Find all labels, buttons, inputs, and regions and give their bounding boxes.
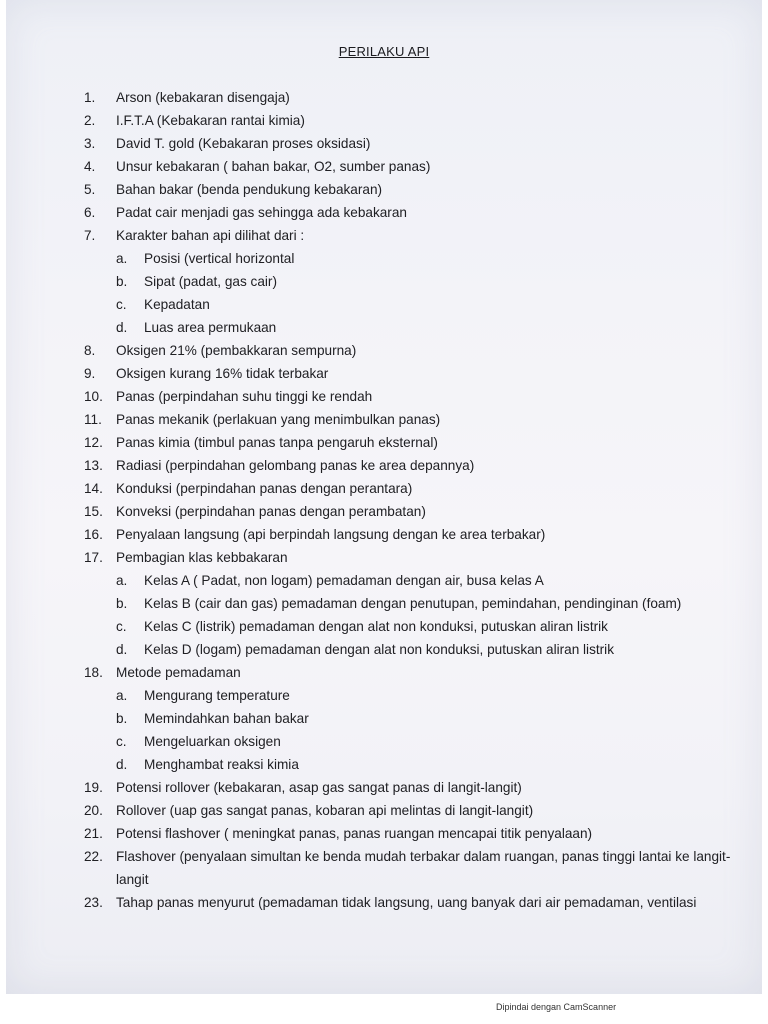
page-title: PERILAKU API — [338, 44, 430, 59]
sub-list-item: b. Memindahkan bahan bakar — [116, 711, 309, 726]
numbered-list — [84, 86, 754, 914]
list-item: 12. Panas kimia (timbul panas tanpa pengaruh eksternal) — [84, 435, 438, 450]
list-item: 15. Konveksi (perpindahan panas dengan perambatan) — [84, 504, 426, 519]
list-item: 22. Flashover (penyalaan simultan ke benda mudah terbakar dalam ruangan, panas tinggi lantai ke langit-langit — [84, 849, 731, 887]
list-item: 8. Oksigen 21% (pembakkaran sempurna) — [84, 343, 357, 358]
list-item: 10. Panas (perpindahan suhu tinggi ke rendah — [84, 389, 373, 404]
sub-list-item: b. Kelas B (cair dan gas) pemadaman dengan penutupan, pemindahan, pendinginan (foam) — [116, 596, 682, 611]
list-item: 16. Penyalaan langsung (api berpindah langsung dengan ke area terbakar) — [84, 527, 546, 542]
sub-list-item: c. Kepadatan — [116, 297, 210, 312]
list-item: 14. Konduksi (perpindahan panas dengan perantara) — [84, 481, 413, 496]
list-item: 2. I.F.T.A (Kebakaran rantai kimia) — [84, 113, 305, 128]
scanned-page — [6, 0, 762, 994]
sub-list-item: b. Sipat (padat, gas cair) — [116, 274, 277, 289]
list-item: 23. Tahap panas menyurut (pemadaman tidak langsung, uang banyak dari air pemadaman, ventilasi — [84, 895, 697, 910]
list-item: 4. Unsur kebakaran ( bahan bakar, O2, sumber panas) — [84, 159, 431, 174]
list-item: 20. Rollover (uap gas sangat panas, kobaran api melintas di langit-langit) — [84, 803, 534, 818]
list-item: 1. Arson (kebakaran disengaja) — [84, 90, 290, 105]
list-item: 3. David T. gold (Kebakaran proses oksidasi) — [84, 136, 371, 151]
sub-list-item: a. Posisi (vertical horizontal — [116, 251, 295, 266]
list-item: 7. Karakter bahan api dilihat dari : — [84, 228, 305, 243]
sub-list-item: a. Mengurang temperature — [116, 688, 290, 703]
sub-list-item: d. Kelas D (logam) pemadaman dengan alat non konduksi, putuskan aliran listrik — [116, 642, 614, 657]
sub-list-item: c. Kelas C (listrik) pemadaman dengan alat non konduksi, putuskan aliran listrik — [116, 619, 608, 634]
list-item: 13. Radiasi (perpindahan gelombang panas ke area depannya) — [84, 458, 475, 473]
list-item: 21. Potensi flashover ( meningkat panas, panas ruangan mencapai titik penyalaan) — [84, 826, 593, 841]
sub-list-item: a. Kelas A ( Padat, non logam) pemadaman dengan air, busa kelas A — [116, 573, 544, 588]
scanner-watermark: Dipindai dengan CamScanner — [496, 1002, 617, 1012]
list-item: 19. Potensi rollover (kebakaran, asap gas sangat panas di langit-langit) — [84, 780, 522, 795]
list-item: 17. Pembagian klas kebbakaran — [84, 550, 288, 565]
list-item: 5. Bahan bakar (benda pendukung kebakaran) — [84, 182, 383, 197]
list-item: 11. Panas mekanik (perlakuan yang menimbulkan panas) — [84, 412, 441, 427]
sub-list-item: d. Menghambat reaksi kimia — [116, 757, 299, 772]
sub-list-item: c. Mengeluarkan oksigen — [116, 734, 281, 749]
list-item: 6. Padat cair menjadi gas sehingga ada kebakaran — [84, 205, 407, 220]
list-item: 9. Oksigen kurang 16% tidak terbakar — [84, 366, 329, 381]
list-item: 18. Metode pemadaman — [84, 665, 241, 680]
sub-list-item: d. Luas area permukaan — [116, 320, 277, 335]
